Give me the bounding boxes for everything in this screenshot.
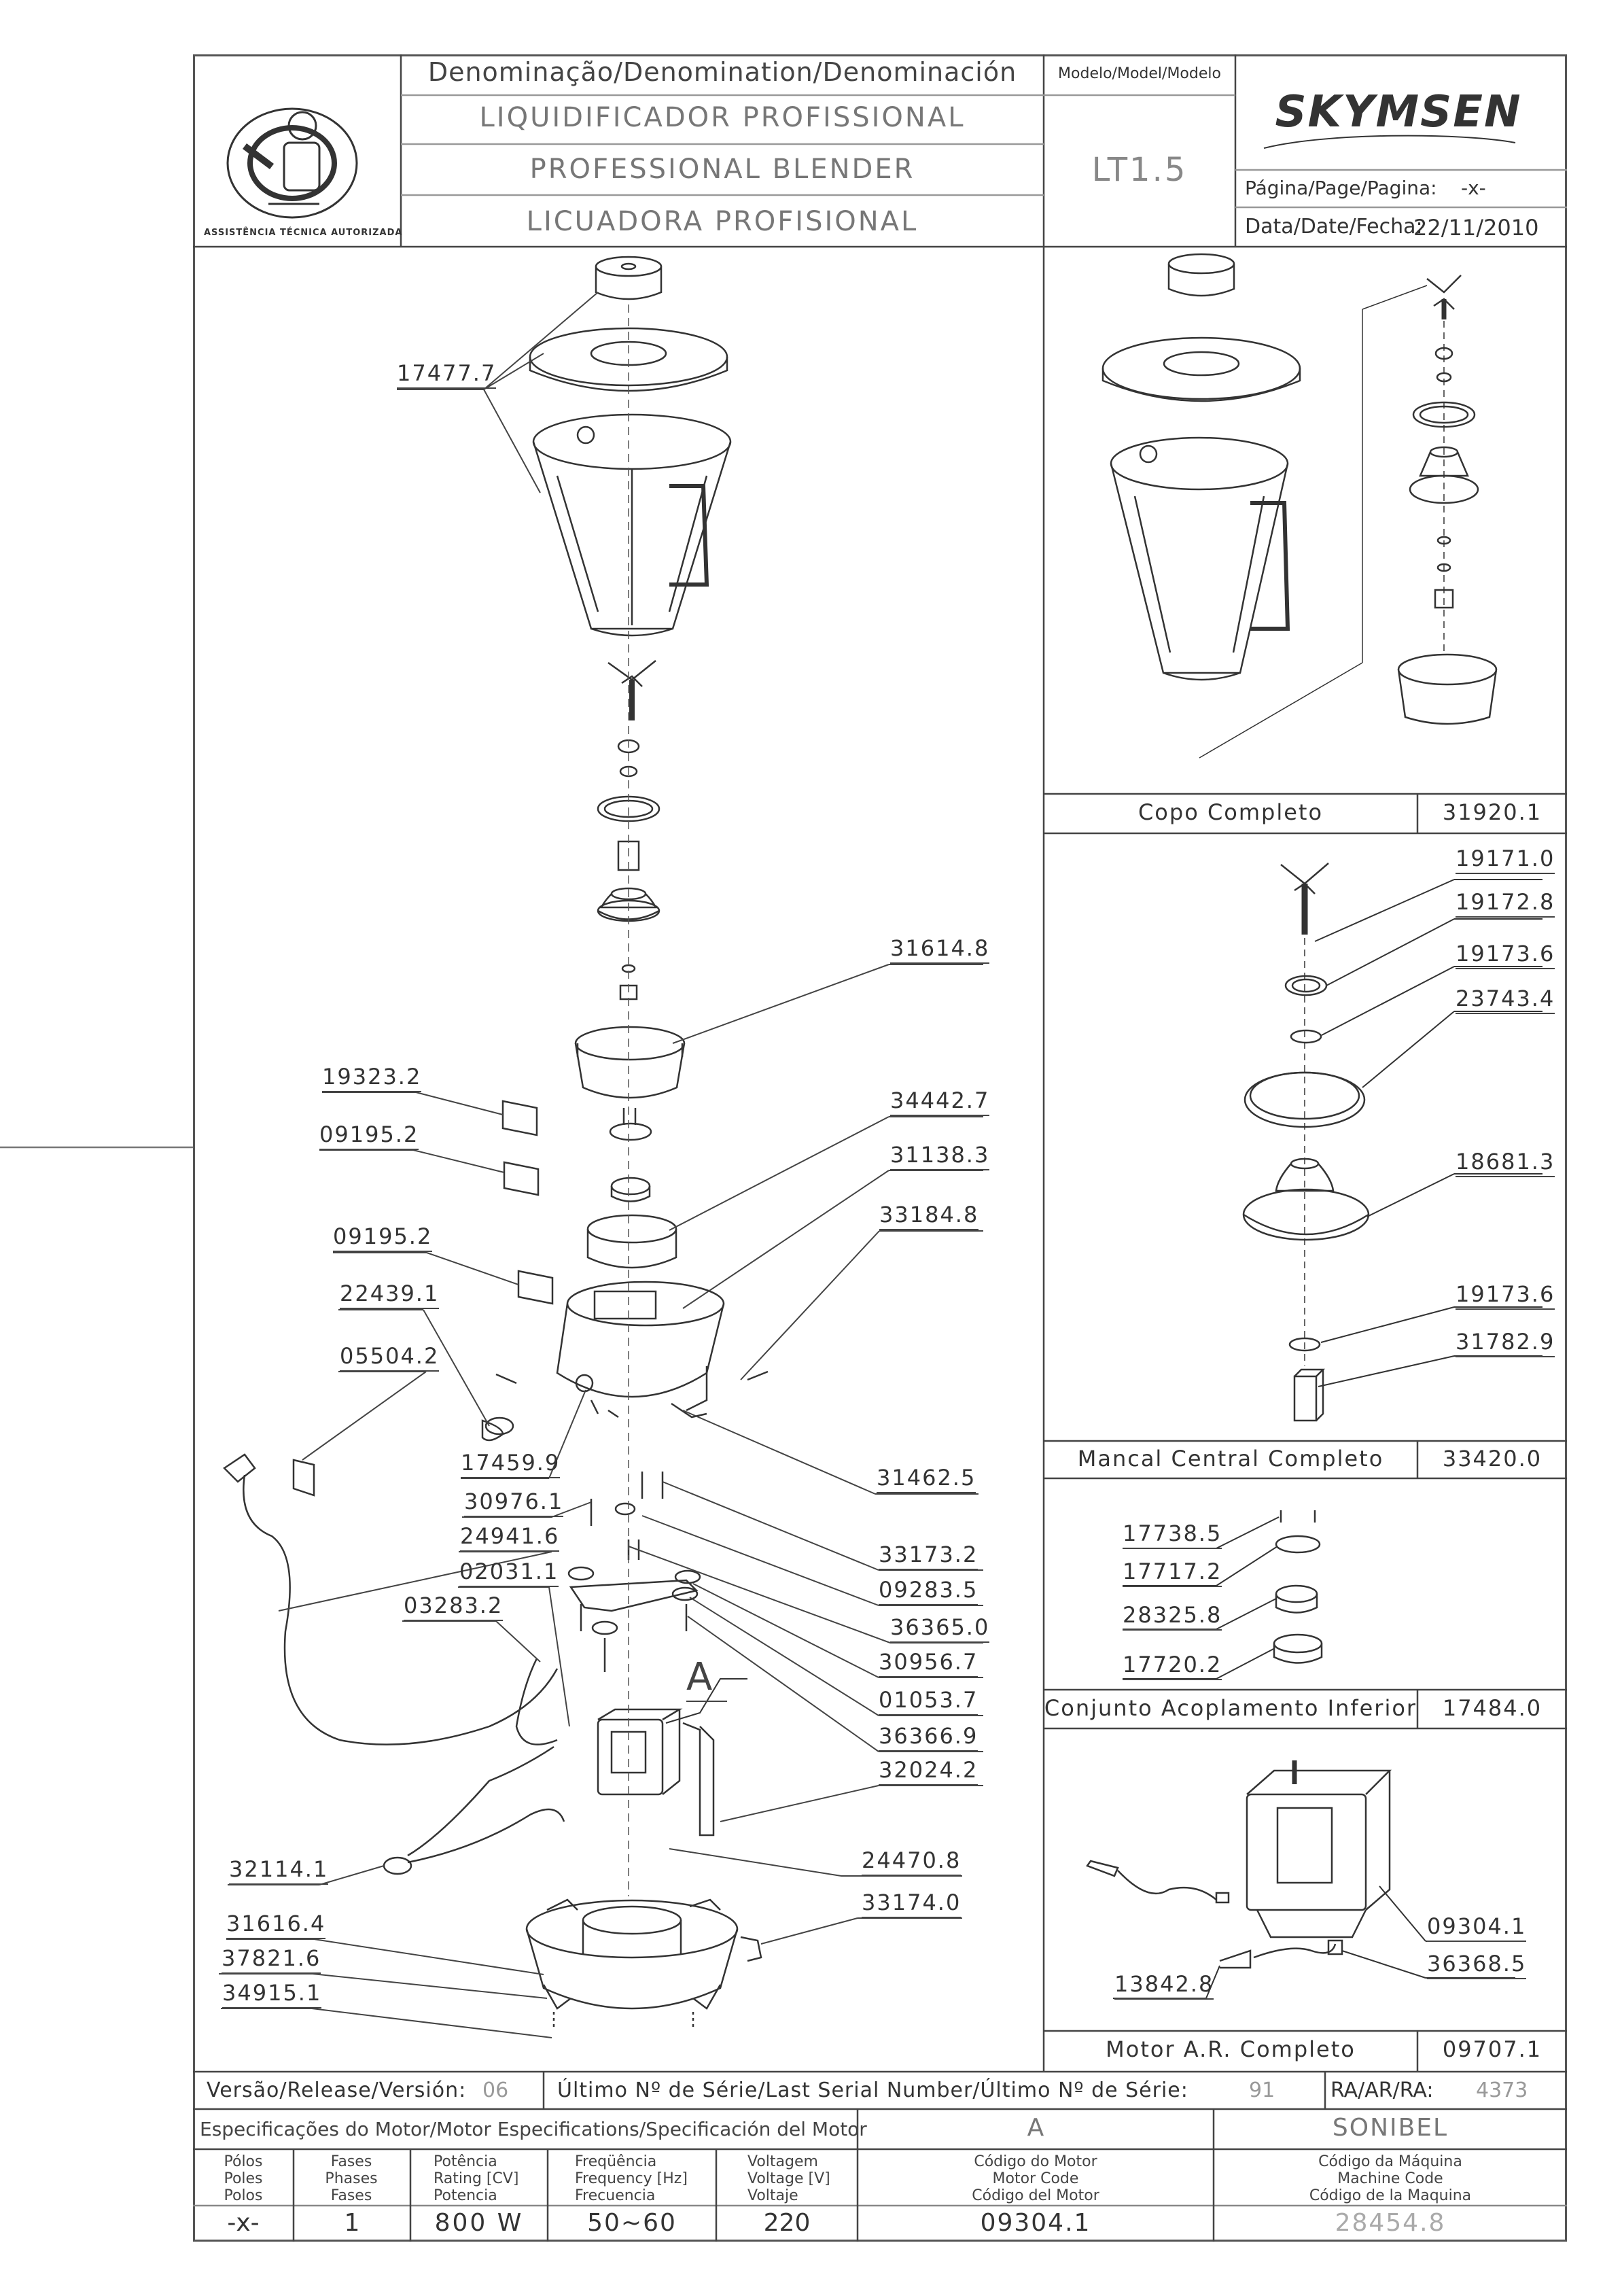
motor-part-09304-1: 09304.1 — [1427, 1913, 1526, 1942]
motor-ref: A — [1027, 2114, 1044, 2142]
acopl-part-17717-2: 17717.2 — [1123, 1559, 1222, 1587]
part-31138-3: 31138.3 — [890, 1142, 989, 1170]
part-37821-6: 37821.6 — [222, 1945, 321, 1974]
part-33184-8: 33184.8 — [879, 1202, 979, 1230]
part-30976-1: 30976.1 — [464, 1489, 563, 1517]
model-label: Modelo/Model/Modelo — [1058, 65, 1221, 82]
ra-label: RA/AR/RA: — [1330, 2078, 1434, 2102]
part-24941-6: 24941.6 — [460, 1523, 559, 1552]
part-17477-7: 17477.7 — [397, 360, 496, 389]
part-33173-2: 33173.2 — [879, 1542, 978, 1570]
part-24470-8: 24470.8 — [862, 1847, 961, 1876]
main-leader-lines — [219, 292, 983, 2038]
col-poles-head: Pólos Poles Polos — [224, 2153, 263, 2204]
mancal-part-31782-9: 31782.9 — [1456, 1329, 1555, 1357]
model-value: LT1.5 — [1091, 151, 1188, 189]
brand-logo: SKYMSEN — [1275, 87, 1522, 137]
part-31614-8: 31614.8 — [890, 935, 989, 964]
part-02031-1: 02031.1 — [459, 1559, 559, 1587]
part-17459-9: 17459.9 — [461, 1450, 560, 1478]
col-machine-code-head: Código da Máquina Machine Code Código de la Maquina — [1309, 2153, 1472, 2204]
col-frequency-head: Freqüência Frequency [Hz] Frecuencia — [575, 2153, 688, 2204]
acopl-part-28325-8: 28325.8 — [1123, 1602, 1222, 1631]
motor-title: Motor A.R. Completo — [1106, 2036, 1356, 2062]
serial-label: Último Nº de Série/Last Serial Number/Último Nº de Série: — [557, 2078, 1188, 2102]
part-33174-0: 33174.0 — [862, 1890, 961, 1918]
motor-brand: SONIBEL — [1332, 2114, 1449, 2142]
part-34442-7: 34442.7 — [890, 1088, 989, 1116]
val-voltage: 220 — [763, 2209, 811, 2237]
val-rating: 800 W — [434, 2209, 524, 2237]
acopl-code: 17484.0 — [1442, 1695, 1542, 1721]
acopl-part-17738-5: 17738.5 — [1123, 1520, 1222, 1549]
part-22439-1: 22439.1 — [340, 1281, 439, 1309]
serial-value: 91 — [1249, 2078, 1275, 2102]
motor-code: 09707.1 — [1442, 2036, 1542, 2062]
mancal-part-19171-0: 19171.0 — [1456, 846, 1555, 874]
part-32024-2: 32024.2 — [879, 1757, 978, 1786]
part-19323-2: 19323.2 — [322, 1064, 421, 1092]
mancal-code: 33420.0 — [1442, 1446, 1542, 1472]
seal-text: ASSISTÊNCIA TÉCNICA AUTORIZADA — [204, 228, 403, 238]
part-09283-5: 09283.5 — [879, 1577, 978, 1605]
mancal-part-19172-8: 19172.8 — [1456, 889, 1555, 918]
part-31616-4: 31616.4 — [226, 1911, 325, 1939]
col-voltage-head: Voltagem Voltage [V] Voltaje — [747, 2153, 830, 2204]
val-machine-code: 28454.8 — [1335, 2209, 1446, 2237]
mancal-part-18681-3: 18681.3 — [1456, 1149, 1555, 1177]
motor-part-36368-5: 36368.5 — [1427, 1951, 1526, 1979]
copo-code: 31920.1 — [1442, 799, 1542, 825]
product-name-pt: LIQUIDIFICADOR PROFISSIONAL — [479, 102, 966, 133]
spec-label: Especificações do Motor/Motor Especifications/Specificación del Motor — [200, 2118, 867, 2140]
date-label: Data/Date/Fecha: — [1245, 215, 1423, 239]
part-01053-7: 01053.7 — [879, 1687, 978, 1716]
page-label: Página/Page/Pagina: — [1245, 177, 1437, 199]
mancal-part-19173-6-a: 19173.6 — [1456, 941, 1555, 969]
part-31462-5: 31462.5 — [877, 1465, 976, 1493]
col-rating-head: Potência Rating [CV] Potencia — [434, 2153, 519, 2204]
version-value: 06 — [482, 2078, 509, 2102]
main-exploded-view — [224, 257, 768, 2029]
acopl-part-17720-2: 17720.2 — [1123, 1652, 1222, 1680]
part-03283-2: 03283.2 — [404, 1593, 503, 1621]
page-value: -x- — [1461, 177, 1486, 199]
part-30956-7: 30956.7 — [879, 1649, 978, 1677]
part-36366-9: 36366.9 — [879, 1723, 978, 1752]
seal-logo — [228, 109, 357, 218]
date-value: 22/11/2010 — [1413, 215, 1539, 241]
part-36365-0: 36365.0 — [890, 1614, 989, 1643]
val-frequency: 50~60 — [587, 2209, 677, 2237]
val-poles: -x- — [227, 2209, 260, 2237]
mancal-part-19173-6-b: 19173.6 — [1456, 1281, 1555, 1310]
product-name-en: PROFESSIONAL BLENDER — [529, 154, 915, 185]
motor-part-13842-8: 13842.8 — [1114, 1971, 1214, 2000]
ra-value: 4373 — [1476, 2078, 1528, 2102]
col-phases-head: Fases Phases Fases — [325, 2153, 378, 2204]
part-32114-1: 32114.1 — [229, 1856, 328, 1885]
part-34915-1: 34915.1 — [222, 1980, 321, 2008]
denomination-label: Denominação/Denomination/Denominación — [427, 57, 1017, 87]
col-motor-code-head: Código do Motor Motor Code Código del Motor — [972, 2153, 1099, 2204]
product-name-es: LICUADORA PROFISIONAL — [526, 206, 919, 237]
version-label: Versão/Release/Versión: — [207, 2078, 467, 2102]
acopl-title: Conjunto Acoplamento Inferior — [1044, 1695, 1417, 1721]
mancal-part-23743-4: 23743.4 — [1456, 986, 1555, 1014]
copo-panel-drawing — [1103, 254, 1496, 758]
part-05504-2: 05504.2 — [340, 1343, 439, 1372]
detail-marker-a: A — [686, 1655, 727, 1702]
part-09195-2-a: 09195.2 — [319, 1121, 419, 1150]
mancal-title: Mancal Central Completo — [1077, 1446, 1384, 1472]
val-phases: 1 — [344, 2209, 360, 2237]
part-09195-2-b: 09195.2 — [333, 1223, 432, 1252]
val-motor-code: 09304.1 — [980, 2209, 1091, 2237]
copo-title: Copo Completo — [1138, 799, 1324, 825]
